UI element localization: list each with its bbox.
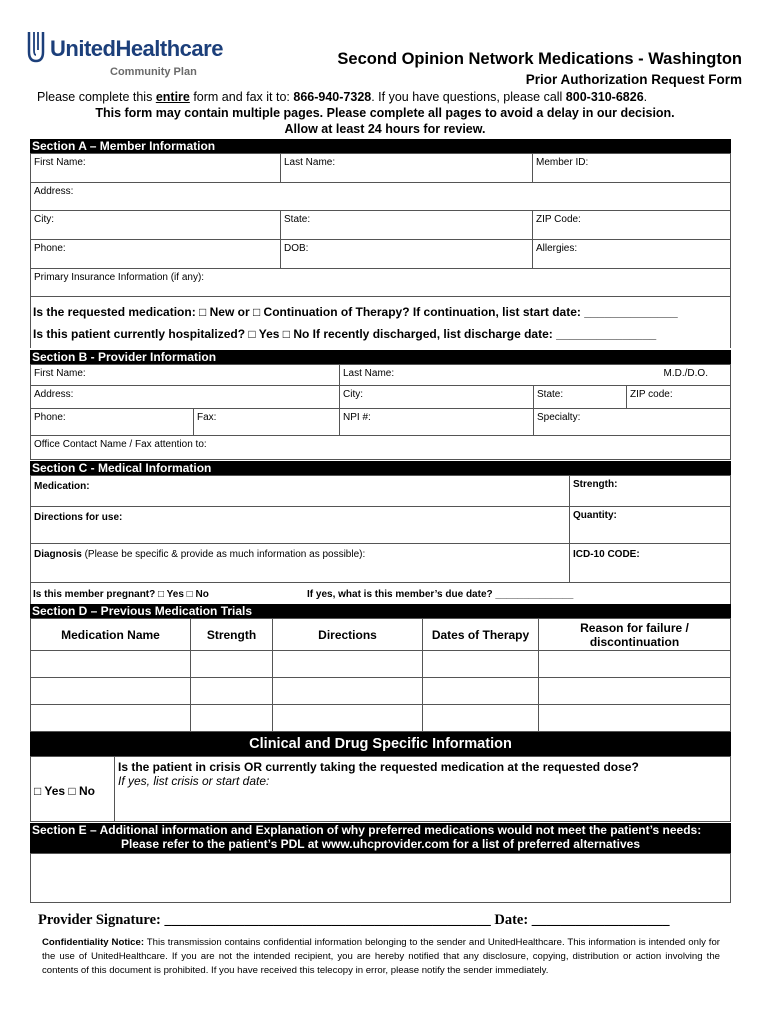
field-label: Last Name: <box>284 157 336 168</box>
form-title: Second Opinion Network Medications - Washington <box>337 50 742 68</box>
member-phone-field[interactable] <box>30 239 281 269</box>
field-label: Quantity: <box>573 510 617 521</box>
quantity-field[interactable] <box>569 506 731 544</box>
section-e-subtitle: Please refer to the patient’s PDL at www.uhcprovider.com for a list of preferred alternatives <box>120 837 641 851</box>
field-label: First Name: <box>34 368 86 379</box>
field-label: Office Contact Name / Fax attention to: <box>34 439 207 450</box>
field-label: Phone: <box>34 412 66 423</box>
section-e-title: Section E – Additional information and Explanation of why preferred medications would not meet the patient’s needs: <box>32 823 702 837</box>
table-cell[interactable] <box>273 705 423 732</box>
provider-city-field[interactable] <box>339 385 534 409</box>
section-e-header <box>30 823 731 854</box>
table-cell[interactable] <box>273 678 423 705</box>
md-do-label: M.D./D.O. <box>663 368 708 379</box>
table-cell[interactable] <box>273 651 423 678</box>
column-header: Medication Name <box>31 619 191 651</box>
section-c-header: Section C - Medical Information <box>30 461 731 475</box>
crisis-detail-field[interactable] <box>114 756 731 822</box>
field-label: ICD-10 CODE: <box>573 549 640 560</box>
brand-subtitle: Community Plan <box>110 66 197 78</box>
field-label: State: <box>537 389 564 400</box>
provider-state-field[interactable] <box>533 385 627 409</box>
provider-specialty-field[interactable] <box>533 408 731 436</box>
crisis-hint: If yes, list crisis or start date: <box>118 774 270 788</box>
phone-number: 800-310-6826 <box>565 90 644 104</box>
field-label: City: <box>34 214 54 225</box>
column-header: Directions <box>273 619 423 651</box>
member-address-field[interactable] <box>30 182 731 211</box>
table-header-row <box>31 619 731 651</box>
field-label: Member ID: <box>536 157 589 168</box>
due-date-question[interactable]: If yes, what is this member’s due date? ______________ <box>307 589 574 600</box>
field-label: Address: <box>34 186 74 197</box>
table-cell[interactable] <box>31 705 191 732</box>
field-label: City: <box>343 389 363 400</box>
confidentiality-text: This transmission contains confidential information belonging to the sender and UnitedHealthcare. This information is intended only for the use of UnitedHealthcare. If you are not the intended recipient, you are hereby notified that any disclosure, copying, distribution or action involving the contents of this document is prohibited. If you have received this telecopy in error, please notify the sender immediately. <box>42 937 720 976</box>
table-cell[interactable] <box>539 705 731 732</box>
provider-npi-field[interactable] <box>339 408 534 436</box>
member-zip-field[interactable] <box>532 210 731 240</box>
form-subtitle: Prior Authorization Request Form <box>525 72 742 87</box>
strength-field[interactable] <box>569 475 731 507</box>
intro-text: form and fax it to: <box>189 90 294 104</box>
medication-field[interactable] <box>30 475 570 507</box>
section-d-header: Section D – Previous Medication Trials <box>30 604 731 618</box>
intro-text: . <box>643 90 648 104</box>
previous-medication-trials-table <box>30 618 731 732</box>
member-first-name-field[interactable] <box>30 153 281 183</box>
member-dob-field[interactable] <box>280 239 533 269</box>
field-label: Phone: <box>34 243 66 254</box>
field-label: Diagnosis <box>34 549 82 560</box>
table-cell[interactable] <box>539 651 731 678</box>
field-label: Allergies: <box>536 243 578 254</box>
field-label: Address: <box>34 389 74 400</box>
unitedhealthcare-logo-icon <box>26 30 46 64</box>
diagnosis-field[interactable] <box>30 543 570 583</box>
confidentiality-notice <box>42 936 720 978</box>
provider-phone-field[interactable] <box>30 408 194 436</box>
intro-text: . If you have questions, please call <box>371 90 566 104</box>
provider-last-name-field[interactable] <box>339 364 731 386</box>
table-cell[interactable] <box>31 651 191 678</box>
clinical-section-header: Clinical and Drug Specific Information <box>30 732 731 756</box>
member-allergies-field[interactable] <box>532 239 731 269</box>
office-contact-field[interactable] <box>30 435 731 460</box>
field-label: Last Name: <box>343 368 395 379</box>
table-cell[interactable] <box>31 678 191 705</box>
table-cell[interactable] <box>191 705 273 732</box>
table-cell[interactable] <box>423 651 539 678</box>
intro-text: Please complete this <box>37 90 156 104</box>
field-label: Directions for use: <box>34 512 123 523</box>
member-id-field[interactable] <box>532 153 731 183</box>
column-header: Strength <box>191 619 273 651</box>
primary-insurance-field[interactable] <box>30 268 731 297</box>
provider-fax-field[interactable] <box>193 408 340 436</box>
provider-first-name-field[interactable] <box>30 364 340 386</box>
field-label: DOB: <box>284 243 309 254</box>
field-label: First Name: <box>34 157 86 168</box>
column-header: Reason for failure / discontinuation <box>539 619 731 651</box>
field-label: ZIP code: <box>630 389 673 400</box>
directions-for-use-field[interactable] <box>30 506 570 544</box>
hospitalized-question[interactable]: Is this patient currently hospitalized? □ Yes □ No If recently discharged, list discharge date: _______________ <box>33 327 657 341</box>
field-label: Primary Insurance Information (if any): <box>34 272 205 283</box>
brand-name: UnitedHealthcare <box>50 36 223 61</box>
column-header: Dates of Therapy <box>423 619 539 651</box>
table-cell[interactable] <box>539 678 731 705</box>
intro-entire: entire <box>155 90 190 104</box>
provider-signature-line[interactable]: Provider Signature: _____________________________________________ Date: ___________________ <box>38 912 670 928</box>
field-label: ZIP Code: <box>536 214 581 225</box>
field-note: (Please be specific & provide as much information as possible): <box>81 549 366 560</box>
member-state-field[interactable] <box>280 210 533 240</box>
fax-number: 866-940-7328 <box>293 90 372 104</box>
field-label: Specialty: <box>537 412 581 423</box>
table-row <box>31 651 731 678</box>
field-label: State: <box>284 214 311 225</box>
new-or-continuation-question[interactable]: Is the requested medication: □ New or □ Continuation of Therapy? If continuation, list start date: ______________ <box>33 305 678 319</box>
table-row <box>31 705 731 732</box>
table-cell[interactable] <box>423 678 539 705</box>
field-label: Fax: <box>197 412 217 423</box>
icd10-code-field[interactable] <box>569 543 731 583</box>
table-cell[interactable] <box>191 678 273 705</box>
review-time-notice: Allow at least 24 hours for review. <box>284 122 486 136</box>
field-label: Medication: <box>34 481 90 492</box>
table-cell[interactable] <box>423 705 539 732</box>
pregnant-question[interactable]: Is this member pregnant? □ Yes □ No <box>33 589 209 600</box>
field-label: Strength: <box>573 479 618 490</box>
crisis-question: Is the patient in crisis OR currently taking the requested medication at the requested dose? <box>118 760 639 774</box>
member-last-name-field[interactable] <box>280 153 533 183</box>
confidentiality-label: Confidentiality Notice: <box>42 937 145 948</box>
table-cell[interactable] <box>191 651 273 678</box>
member-city-field[interactable] <box>30 210 281 240</box>
table-row <box>31 678 731 705</box>
instructions-line <box>37 90 647 104</box>
provider-zip-field[interactable] <box>626 385 731 409</box>
section-b-header: Section B - Provider Information <box>30 350 731 364</box>
yes-no-checkboxes[interactable]: □ Yes □ No <box>34 784 95 798</box>
multipage-notice: This form may contain multiple pages. Please complete all pages to avoid a delay in our decision. <box>95 106 675 120</box>
field-label: NPI #: <box>343 412 371 423</box>
section-a-header: Section A – Member Information <box>30 139 731 153</box>
provider-address-field[interactable] <box>30 385 340 409</box>
additional-info-field[interactable] <box>30 853 731 903</box>
crisis-yes-no-box[interactable] <box>30 756 115 822</box>
